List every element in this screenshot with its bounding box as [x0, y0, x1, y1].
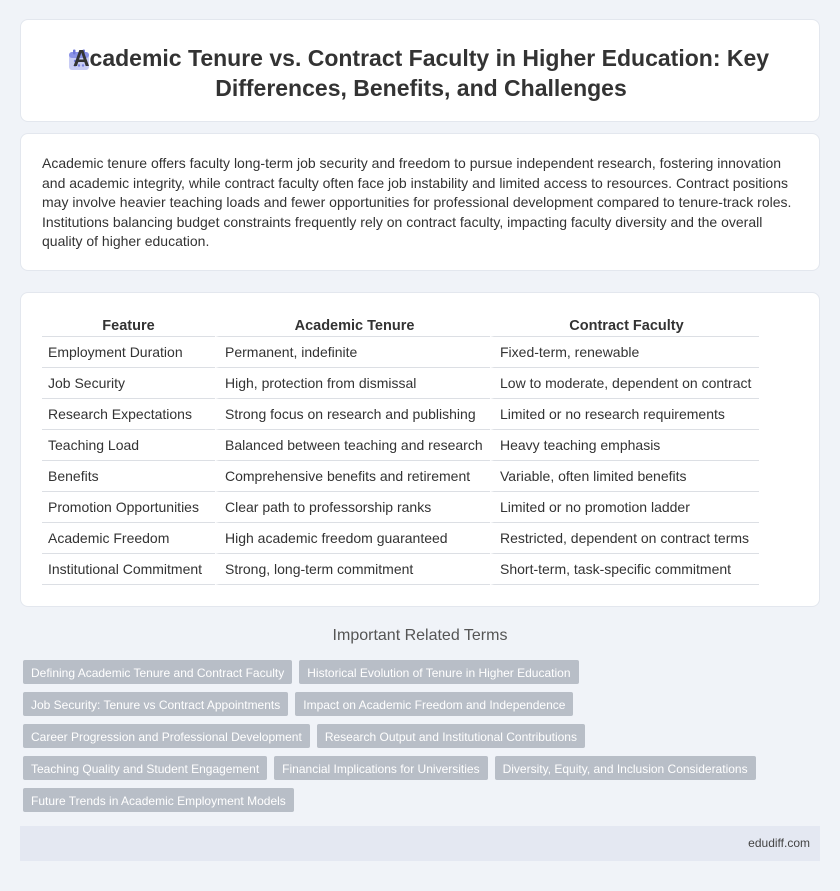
table-cell: Teaching Load — [42, 430, 215, 461]
table-cell: Institutional Commitment — [42, 554, 215, 585]
table-cell: Short-term, task-specific commitment — [490, 554, 759, 585]
footer — [20, 826, 820, 861]
table-row — [42, 368, 759, 399]
table-cell: Variable, often limited benefits — [490, 461, 759, 492]
related-term-tag[interactable]: Teaching Quality and Student Engagement — [23, 756, 267, 780]
table-cell: Research Expectations — [42, 399, 215, 430]
footer-site-name[interactable]: edudiff.com — [748, 836, 810, 850]
comparison-card — [20, 292, 820, 607]
table-cell: High academic freedom guaranteed — [215, 523, 490, 554]
table-cell: Restricted, dependent on contract terms — [490, 523, 759, 554]
related-terms-list — [23, 660, 813, 812]
table-cell: Benefits — [42, 461, 215, 492]
table-cell: Balanced between teaching and research — [215, 430, 490, 461]
table-cell: Fixed-term, renewable — [490, 337, 759, 368]
page-title: Academic Tenure vs. Contract Faculty in Higher Education: Key Differences, Benefits, and Challenges — [72, 45, 770, 101]
related-term-tag[interactable]: Research Output and Institutional Contributions — [317, 724, 585, 748]
column-header-contract-faculty: Contract Faculty — [490, 315, 759, 337]
table-row — [42, 430, 759, 461]
intro-card — [20, 133, 820, 271]
table-cell: Strong, long-term commitment — [215, 554, 490, 585]
table-cell: Clear path to professorship ranks — [215, 492, 490, 523]
table-cell: Strong focus on research and publishing — [215, 399, 490, 430]
related-term-tag[interactable]: Future Trends in Academic Employment Models — [23, 788, 294, 812]
related-term-tag[interactable]: Diversity, Equity, and Inclusion Considerations — [495, 756, 756, 780]
related-term-tag[interactable]: Defining Academic Tenure and Contract Faculty — [23, 660, 292, 684]
comparison-table — [42, 315, 759, 585]
table-cell: Promotion Opportunities — [42, 492, 215, 523]
table-cell: Academic Freedom — [42, 523, 215, 554]
related-term-tag[interactable]: Career Progression and Professional Development — [23, 724, 310, 748]
related-term-tag[interactable]: Job Security: Tenure vs Contract Appointments — [23, 692, 288, 716]
table-cell: Limited or no research requirements — [490, 399, 759, 430]
intro-paragraph: Academic tenure offers faculty long-term job security and freedom to pursue independent research, fostering innovation and academic integrity, while contract faculty often face job instability and limited access to resources. Contract positions may involve heavier teaching loads and fewer opportunities for professional development compared to tenure-track roles. Institutions balancing budget constraints frequently rely on contract faculty, impacting faculty diversity and the overall quality of higher education. — [42, 155, 792, 249]
table-cell: Employment Duration — [42, 337, 215, 368]
column-header-feature: Feature — [42, 315, 215, 337]
table-row — [42, 399, 759, 430]
table-cell: High, protection from dismissal — [215, 368, 490, 399]
table-row — [42, 523, 759, 554]
table-cell: Heavy teaching emphasis — [490, 430, 759, 461]
table-cell: Permanent, indefinite — [215, 337, 490, 368]
table-row — [42, 554, 759, 585]
table-cell: Job Security — [42, 368, 215, 399]
table-row — [42, 337, 759, 368]
related-term-tag[interactable]: Financial Implications for Universities — [274, 756, 487, 780]
related-terms-heading: Important Related Terms — [332, 627, 508, 644]
table-cell: Comprehensive benefits and retirement — [215, 461, 490, 492]
table-cell: Limited or no promotion ladder — [490, 492, 759, 523]
related-term-tag[interactable]: Impact on Academic Freedom and Independence — [295, 692, 573, 716]
table-cell: Low to moderate, dependent on contract — [490, 368, 759, 399]
related-term-tag[interactable]: Historical Evolution of Tenure in Higher Education — [299, 660, 578, 684]
table-row — [42, 492, 759, 523]
table-header-row — [42, 315, 759, 337]
column-header-academic-tenure: Academic Tenure — [215, 315, 490, 337]
header-card — [20, 19, 820, 122]
table-row — [42, 461, 759, 492]
